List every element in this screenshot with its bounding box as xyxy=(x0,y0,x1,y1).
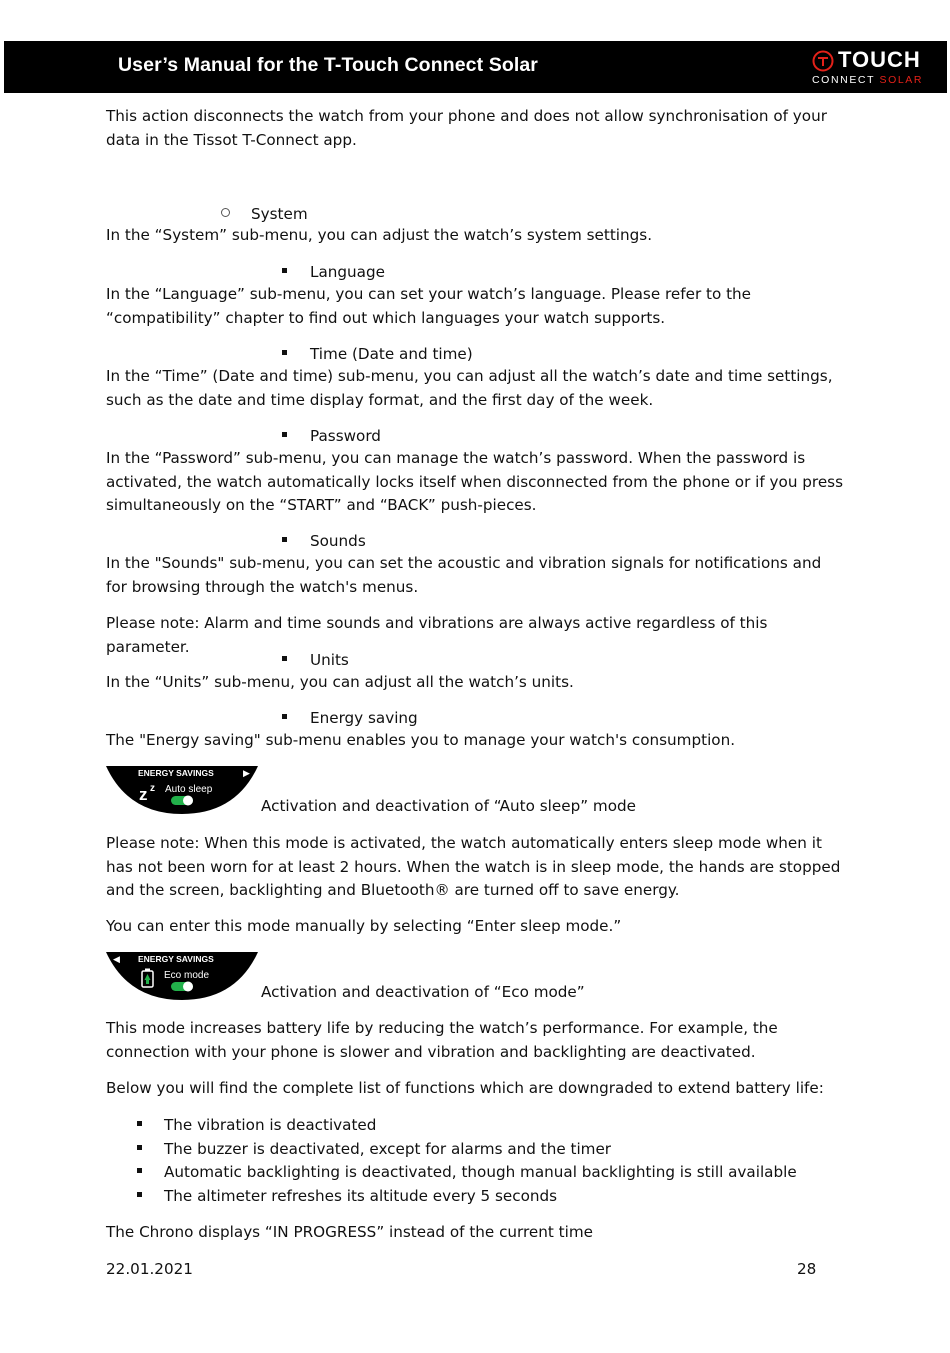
svg-text:◀: ◀ xyxy=(113,955,120,965)
svg-text:ENERGY SAVINGS: ENERGY SAVINGS xyxy=(138,954,214,964)
document-title: User’s Manual for the T-Touch Connect Solar xyxy=(118,54,538,76)
footer-date: 22.01.2021 xyxy=(106,1260,193,1278)
paragraph-manual-sleep: You can enter this mode manually by selecting “Enter sleep mode.” xyxy=(106,917,622,935)
heading-time: Time (Date and time) xyxy=(310,345,473,363)
list-item: Automatic backlighting is deactivated, though manual backlighting is still available xyxy=(164,1163,797,1181)
square-bullet xyxy=(282,268,287,273)
page-header xyxy=(4,41,947,93)
square-bullet xyxy=(137,1192,142,1197)
svg-text:Eco mode: Eco mode xyxy=(164,970,210,981)
heading-system: System xyxy=(251,205,308,223)
paragraph-units: In the “Units” sub-menu, you can adjust all the watch’s units. xyxy=(106,673,574,691)
list-item: The vibration is deactivated xyxy=(164,1116,377,1134)
paragraph-sounds: In the "Sounds" sub-menu, you can set the acoustic and vibration signals for notifications and for browsing through the watch's menus. xyxy=(106,554,822,596)
paragraph-time: In the “Time” (Date and time) sub-menu, you can adjust all the watch’s date and time settings, such as the date and time display format, and the first day of the week. xyxy=(106,367,833,409)
list-item: The altimeter refreshes its altitude every 5 seconds xyxy=(164,1187,558,1205)
paragraph-disconnect: This action disconnects the watch from your phone and does not allow synchronisation of your data in the Tissot T-Connect app. xyxy=(106,107,827,149)
paragraph-energy: The "Energy saving" sub-menu enables you to manage your watch's consumption. xyxy=(106,731,736,749)
sleep-icon: z xyxy=(139,785,148,804)
square-bullet xyxy=(137,1168,142,1173)
square-bullet xyxy=(282,537,287,542)
hollow-bullet xyxy=(221,208,230,217)
square-bullet xyxy=(282,714,287,719)
square-bullet xyxy=(282,350,287,355)
paragraph-sounds-note: Please note: Alarm and time sounds and vibrations are always active regardless of this parameter. xyxy=(106,614,768,656)
svg-text:ENERGY SAVINGS: ENERGY SAVINGS xyxy=(138,768,214,778)
square-bullet xyxy=(137,1145,142,1150)
brand-logo xyxy=(808,45,943,89)
caption-eco-mode: Activation and deactivation of “Eco mode” xyxy=(261,983,585,1001)
heading-password: Password xyxy=(310,427,381,445)
caption-auto-sleep: Activation and deactivation of “Auto sleep” mode xyxy=(261,797,636,815)
heading-energy-saving: Energy saving xyxy=(310,709,418,727)
heading-units: Units xyxy=(310,651,349,669)
watch-screen-eco-mode xyxy=(106,952,258,1000)
logo-wordmark: TOUCH xyxy=(838,47,921,72)
square-bullet xyxy=(282,432,287,437)
heading-sounds: Sounds xyxy=(310,532,366,550)
paragraph-eco: This mode increases battery life by reducing the watch’s performance. For example, the connection with your phone is slower and vibration and backlighting are deactivated. xyxy=(106,1019,778,1061)
svg-text:Auto sleep: Auto sleep xyxy=(165,784,213,795)
logo-subtitle: CONNECT SOLAR xyxy=(812,74,924,86)
svg-text:z: z xyxy=(150,783,155,794)
page-number: 28 xyxy=(797,1260,817,1278)
square-bullet xyxy=(137,1121,142,1126)
tissot-crest-icon xyxy=(812,50,834,72)
square-bullet xyxy=(282,656,287,661)
paragraph-system: In the “System” sub-menu, you can adjust the watch’s system settings. xyxy=(106,226,653,244)
paragraph-below: Below you will find the complete list of functions which are downgraded to extend battery life: xyxy=(106,1079,824,1097)
paragraph-auto-sleep-note: Please note: When this mode is activated, the watch automatically enters sleep mode when it has not been worn for at least 2 hours. When the watch is in sleep mode, the hands are stopped and the screen, backlighting and Bluetooth® are turned off to save energy. xyxy=(106,834,841,899)
svg-text:▶: ▶ xyxy=(243,769,250,779)
paragraph-password: In the “Password” sub-menu, you can manage the watch’s password. When the password is activated, the watch automatically locks itself when disconnected from the phone or if you press simultaneously on the “START” and “BACK” push-pieces. xyxy=(106,449,844,514)
watch-screen-auto-sleep xyxy=(106,766,258,814)
paragraph-language: In the “Language” sub-menu, you can set your watch’s language. Please refer to the “compatibility” chapter to find out which languages your watch supports. xyxy=(106,285,752,327)
list-item: The buzzer is deactivated, except for alarms and the timer xyxy=(164,1140,612,1158)
heading-language: Language xyxy=(310,263,385,281)
paragraph-chrono: The Chrono displays “IN PROGRESS” instead of the current time xyxy=(106,1223,593,1241)
